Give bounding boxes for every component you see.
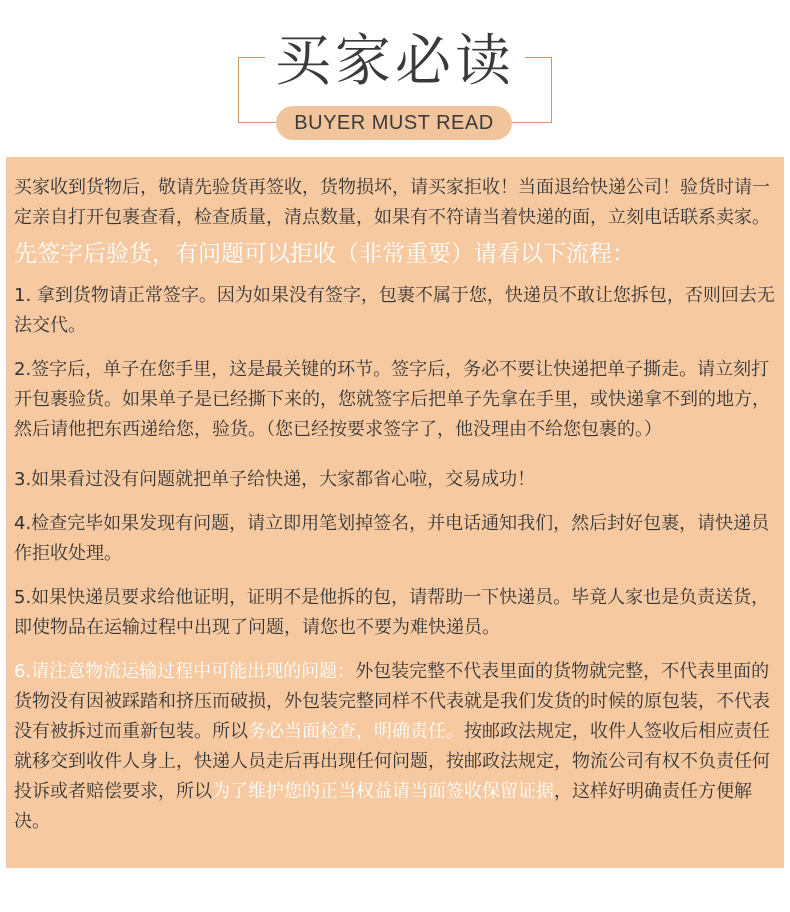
page-header (0, 0, 790, 150)
step-6-highlight-1: 务必当面检查，明确责任。 (248, 721, 464, 742)
page-title-text: 买家必读 (265, 29, 525, 94)
step-1: 1. 拿到货物请正常签字。因为如果没有签字，包裹不属于您，快递员不敢让您拆包，否则回去无法交代。 (14, 285, 775, 336)
step-6-text-2: 按邮政法规定，收件人签收后相应责任就移交到收件人身上，快递人员走后再出现任何问题，按邮政法规定，物流公司有权不负责任何投诉或者赔偿要求，所以 (14, 721, 770, 802)
page-title (0, 22, 790, 102)
subtitle-badge: BUYER MUST READ (276, 106, 512, 140)
step-6 (14, 657, 776, 837)
step-2: 2.签字后，单子在您手里，这是最关键的环节。签字后，务必不要让快递把单子撕走。请立刻打开包裹验货。如果单子是已经撕下来的，您就签字后把单子先拿在手里，或快递拿不到的地方，然后请他把东西递给您，验货。（您已经按要求签字了，他没理由不给您包裹的。） (14, 359, 770, 440)
step-5: 5.如果快递员要求给他证明，证明不是他拆的包，请帮助一下快递员。毕竟人家也是负责送货，即使物品在运输过程中出现了问题，请您也不要为难快递员。 (14, 587, 770, 638)
intro-paragraph: 买家收到货物后，敬请先验货再签收，货物损坏，请买家拒收！当面退给快递公司！验货时请一定亲自打开包裹查看，检查质量，清点数量，如果有不符请当着快递的面，立刻电话联系卖家。 (14, 177, 770, 228)
process-lead: 先签字后验货，有问题可以拒收（非常重要）请看以下流程： (14, 241, 635, 267)
step-3: 3.如果看过没有问题就把单子给快递，大家都省心啦，交易成功！ (14, 469, 536, 490)
step-6-text-1: 外包装完整不代表里面的货物就完整，不代表里面的货物没有因被踩踏和挤压而破损，外包装完整同样不代表就是我们发货的时候的原包装，不代表没有被拆过而重新包装。所以 (14, 661, 770, 742)
step-4: 4.检查完毕如果发现有问题，请立即用笔划掉签名，并电话通知我们，然后封好包裹，请快递员作拒收处理。 (14, 513, 770, 564)
step-6-text-3: ，这样好明确责任方便解决。 (14, 781, 752, 832)
notice-panel (6, 157, 784, 868)
step-6-heading: 6.请注意物流运输过程中可能出现的问题： (14, 661, 356, 682)
step-6-highlight-2: 为了维护您的正当权益请当面签收保留证据 (212, 781, 554, 802)
